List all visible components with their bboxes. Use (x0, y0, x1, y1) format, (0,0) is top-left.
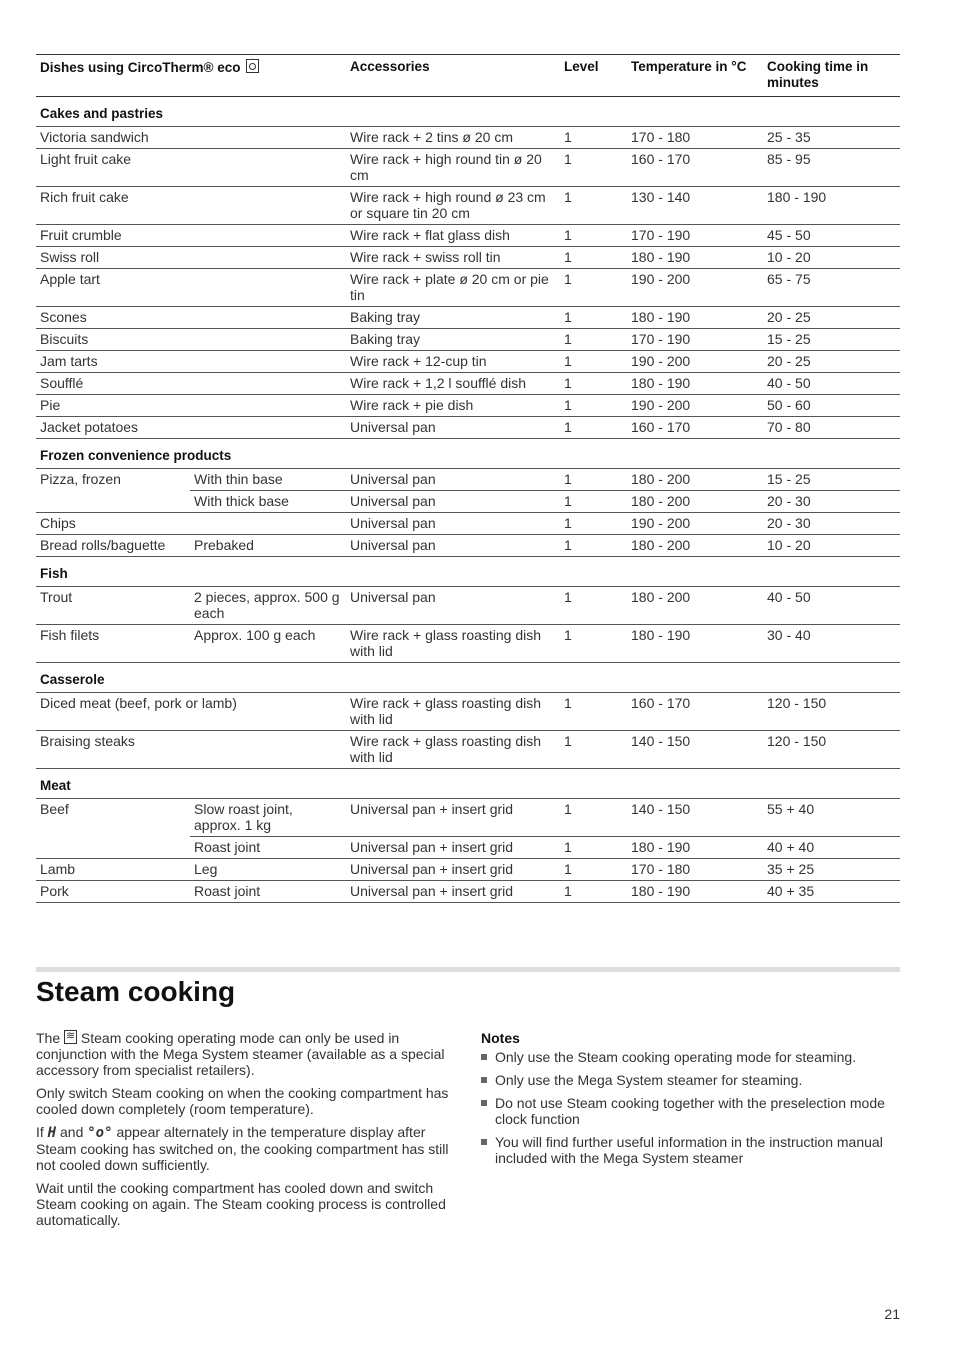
steam-text-column (36, 1030, 456, 1235)
table-section-header (36, 97, 900, 127)
table-row (36, 859, 900, 881)
table-row (36, 837, 900, 859)
temperature-cell: 170 - 180 (627, 859, 763, 881)
table-header-row (36, 55, 900, 97)
display-cooling-symbol: °o° (87, 1125, 113, 1141)
table-row (36, 417, 900, 439)
section-divider (36, 967, 900, 972)
header-accessories: Accessories (346, 55, 560, 97)
time-cell: 10 - 20 (763, 535, 900, 557)
accessories-cell: Wire rack + 12-cup tin (346, 351, 560, 373)
page-number: 21 (884, 1306, 900, 1322)
section-title-cell: Casserole (36, 663, 900, 693)
accessories-cell: Universal pan (346, 535, 560, 557)
variant-cell: Prebaked (190, 535, 346, 557)
level-cell: 1 (560, 187, 627, 225)
dish-cell: Fish filets (36, 625, 190, 663)
level-cell: 1 (560, 351, 627, 373)
variant-cell: With thick base (190, 491, 346, 513)
table-row (36, 187, 900, 225)
dish-cell: Beef (40, 801, 69, 817)
dish-cell: Pizza, frozen (40, 471, 121, 487)
accessories-cell: Universal pan (346, 587, 560, 625)
table-body (36, 97, 900, 903)
temperature-cell: 180 - 190 (627, 373, 763, 395)
time-cell: 50 - 60 (763, 395, 900, 417)
dish-cell: Scones (36, 307, 346, 329)
accessories-cell: Universal pan (346, 469, 560, 491)
header-cooking-time: Cooking time in minutes (763, 55, 900, 97)
variant-cell: Roast joint (190, 837, 346, 859)
section-title-cell: Cakes and pastries (36, 97, 900, 127)
cooking-table (36, 54, 900, 903)
table-row (36, 799, 900, 837)
temperature-cell: 170 - 190 (627, 329, 763, 351)
level-cell: 1 (560, 625, 627, 663)
level-cell: 1 (560, 513, 627, 535)
level-cell: 1 (560, 799, 627, 837)
level-cell: 1 (560, 373, 627, 395)
accessories-cell: Wire rack + swiss roll tin (346, 247, 560, 269)
variant-cell: Slow roast joint, approx. 1 kg (190, 799, 346, 837)
level-cell: 1 (560, 837, 627, 859)
temperature-cell: 140 - 150 (627, 799, 763, 837)
temperature-cell: 140 - 150 (627, 731, 763, 769)
level-cell: 1 (560, 491, 627, 513)
time-cell: 35 + 25 (763, 859, 900, 881)
note-item: You will find further useful information in the instruction manual included with the Mega System steamer (481, 1134, 901, 1166)
table-row (36, 469, 900, 491)
level-cell: 1 (560, 127, 627, 149)
time-cell: 20 - 30 (763, 513, 900, 535)
dish-cell: Chips (36, 513, 346, 535)
table-row (36, 625, 900, 663)
level-cell: 1 (560, 329, 627, 351)
accessories-cell: Universal pan (346, 491, 560, 513)
dish-cell: Soufflé (36, 373, 346, 395)
time-cell: 40 + 40 (763, 837, 900, 859)
section-title-cell: Meat (36, 769, 900, 799)
temperature-cell: 190 - 200 (627, 351, 763, 373)
variant-cell: Leg (190, 859, 346, 881)
accessories-cell: Wire rack + pie dish (346, 395, 560, 417)
dish-cell: Pie (36, 395, 346, 417)
time-cell: 120 - 150 (763, 693, 900, 731)
table-row (36, 373, 900, 395)
section-title-cell: Frozen convenience products (36, 439, 900, 469)
notes-list (481, 1049, 901, 1166)
time-cell: 20 - 30 (763, 491, 900, 513)
level-cell: 1 (560, 247, 627, 269)
dish-cell: Trout (36, 587, 190, 625)
temperature-cell: 180 - 200 (627, 587, 763, 625)
temperature-cell: 190 - 200 (627, 269, 763, 307)
level-cell: 1 (560, 225, 627, 247)
table-row (36, 491, 900, 513)
dish-cell: Diced meat (beef, pork or lamb) (36, 693, 346, 731)
steam-paragraph-2: Only switch Steam cooking on when the cooking compartment has cooled down completely (room temperature). (36, 1085, 449, 1117)
level-cell: 1 (560, 307, 627, 329)
table-row (36, 587, 900, 625)
time-cell: 180 - 190 (763, 187, 900, 225)
steam-paragraph-3: If H and °o° appear alternately in the temperature display after Steam cooking has switched on, the cooking compartment has still not cooled down sufficiently. (36, 1124, 449, 1173)
time-cell: 85 - 95 (763, 149, 900, 187)
accessories-cell: Wire rack + high round tin ø 20 cm (346, 149, 560, 187)
level-cell: 1 (560, 417, 627, 439)
time-cell: 65 - 75 (763, 269, 900, 307)
table-section-header (36, 663, 900, 693)
table-row (36, 693, 900, 731)
level-cell: 1 (560, 731, 627, 769)
time-cell: 45 - 50 (763, 225, 900, 247)
temperature-cell: 180 - 190 (627, 837, 763, 859)
variant-cell: 2 pieces, approx. 500 g each (190, 587, 346, 625)
note-item: Do not use Steam cooking together with the preselection mode clock function (481, 1095, 901, 1127)
level-cell: 1 (560, 881, 627, 903)
time-cell: 120 - 150 (763, 731, 900, 769)
time-cell: 15 - 25 (763, 469, 900, 491)
dish-cell: Biscuits (36, 329, 346, 351)
time-cell: 40 + 35 (763, 881, 900, 903)
time-cell: 20 - 25 (763, 307, 900, 329)
temperature-cell: 190 - 200 (627, 513, 763, 535)
table-row (36, 329, 900, 351)
dish-cell (36, 837, 190, 859)
temperature-cell: 180 - 190 (627, 881, 763, 903)
dish-cell: Jacket potatoes (36, 417, 346, 439)
time-cell: 55 + 40 (763, 799, 900, 837)
level-cell: 1 (560, 587, 627, 625)
dish-cell: Light fruit cake (36, 149, 346, 187)
dish-cell: Apple tart (36, 269, 346, 307)
temperature-cell: 170 - 180 (627, 127, 763, 149)
table-row (36, 269, 900, 307)
accessories-cell: Wire rack + 2 tins ø 20 cm (346, 127, 560, 149)
level-cell: 1 (560, 469, 627, 491)
dish-cell: Jam tarts (36, 351, 346, 373)
table-row (36, 127, 900, 149)
steam-paragraph-1: The ≋ Steam cooking operating mode can only be used in conjunction with the Mega System steamer (available as a special accessory from specialist retailers). (36, 1030, 456, 1078)
accessories-cell: Baking tray (346, 307, 560, 329)
time-cell: 20 - 25 (763, 351, 900, 373)
table-row (36, 247, 900, 269)
table-row (36, 535, 900, 557)
time-cell: 40 - 50 (763, 373, 900, 395)
steam-paragraph-4: Wait until the cooking compartment has cooled down and switch Steam cooking on again. The Steam cooking process is controlled automatically. (36, 1180, 446, 1228)
temperature-cell: 190 - 200 (627, 395, 763, 417)
accessories-cell: Baking tray (346, 329, 560, 351)
time-cell: 30 - 40 (763, 625, 900, 663)
temperature-cell: 180 - 190 (627, 625, 763, 663)
variant-cell: With thin base (190, 469, 346, 491)
accessories-cell: Universal pan + insert grid (346, 859, 560, 881)
temperature-cell: 160 - 170 (627, 149, 763, 187)
temperature-cell: 180 - 190 (627, 247, 763, 269)
header-temperature: Temperature in °C (627, 55, 763, 97)
accessories-cell: Wire rack + 1,2 l soufflé dish (346, 373, 560, 395)
time-cell: 70 - 80 (763, 417, 900, 439)
dish-cell: Braising steaks (36, 731, 346, 769)
table-section-header (36, 439, 900, 469)
display-h-symbol: H (47, 1125, 57, 1141)
table-row (36, 513, 900, 535)
steam-cooking-icon (64, 1030, 77, 1044)
table-row (36, 307, 900, 329)
accessories-cell: Wire rack + glass roasting dish with lid (346, 693, 560, 731)
header-dishes: Dishes using CircoTherm® eco (36, 55, 346, 97)
accessories-cell: Wire rack + high round ø 23 cm or square tin 20 cm (346, 187, 560, 225)
table-section-header (36, 557, 900, 587)
dish-cell: Victoria sandwich (36, 127, 346, 149)
accessories-cell: Universal pan + insert grid (346, 881, 560, 903)
accessories-cell: Wire rack + glass roasting dish with lid (346, 731, 560, 769)
accessories-cell: Wire rack + glass roasting dish with lid (346, 625, 560, 663)
table-row (36, 351, 900, 373)
level-cell: 1 (560, 859, 627, 881)
section-title: Steam cooking (36, 976, 236, 1007)
level-cell: 1 (560, 269, 627, 307)
dish-cell: Fruit crumble (36, 225, 346, 247)
temperature-cell: 130 - 140 (627, 187, 763, 225)
level-cell: 1 (560, 149, 627, 187)
temperature-cell: 180 - 200 (627, 491, 763, 513)
header-level: Level (560, 55, 627, 97)
table-row (36, 225, 900, 247)
accessories-cell: Universal pan (346, 513, 560, 535)
table-row (36, 881, 900, 903)
table-row (36, 395, 900, 417)
accessories-cell: Universal pan + insert grid (346, 799, 560, 837)
time-cell: 15 - 25 (763, 329, 900, 351)
notes-title: Notes (481, 1030, 520, 1046)
level-cell: 1 (560, 535, 627, 557)
section-title-cell: Fish (36, 557, 900, 587)
accessories-cell: Universal pan + insert grid (346, 837, 560, 859)
dish-cell: Lamb (36, 859, 190, 881)
variant-cell: Approx. 100 g each (190, 625, 346, 663)
variant-cell: Roast joint (190, 881, 346, 903)
note-item: Only use the Steam cooking operating mode for steaming. (481, 1049, 901, 1065)
dish-cell (36, 491, 190, 513)
dish-cell: Bread rolls/baguette (36, 535, 190, 557)
temperature-cell: 160 - 170 (627, 417, 763, 439)
cooking-table-section (36, 54, 900, 903)
table-section-header (36, 769, 900, 799)
temperature-cell: 180 - 200 (627, 469, 763, 491)
table-row (36, 149, 900, 187)
time-cell: 40 - 50 (763, 587, 900, 625)
dish-cell: Rich fruit cake (36, 187, 346, 225)
accessories-cell: Universal pan (346, 417, 560, 439)
temperature-cell: 160 - 170 (627, 693, 763, 731)
accessories-cell: Wire rack + flat glass dish (346, 225, 560, 247)
time-cell: 10 - 20 (763, 247, 900, 269)
notes-column (481, 1030, 901, 1173)
level-cell: 1 (560, 395, 627, 417)
table-row (36, 731, 900, 769)
dish-cell: Pork (36, 881, 190, 903)
time-cell: 25 - 35 (763, 127, 900, 149)
temperature-cell: 170 - 190 (627, 225, 763, 247)
note-item: Only use the Mega System steamer for steaming. (481, 1072, 901, 1088)
temperature-cell: 180 - 190 (627, 307, 763, 329)
temperature-cell: 180 - 200 (627, 535, 763, 557)
dish-cell: Swiss roll (36, 247, 346, 269)
level-cell: 1 (560, 693, 627, 731)
accessories-cell: Wire rack + plate ø 20 cm or pie tin (346, 269, 560, 307)
circotherm-eco-icon (246, 59, 259, 73)
